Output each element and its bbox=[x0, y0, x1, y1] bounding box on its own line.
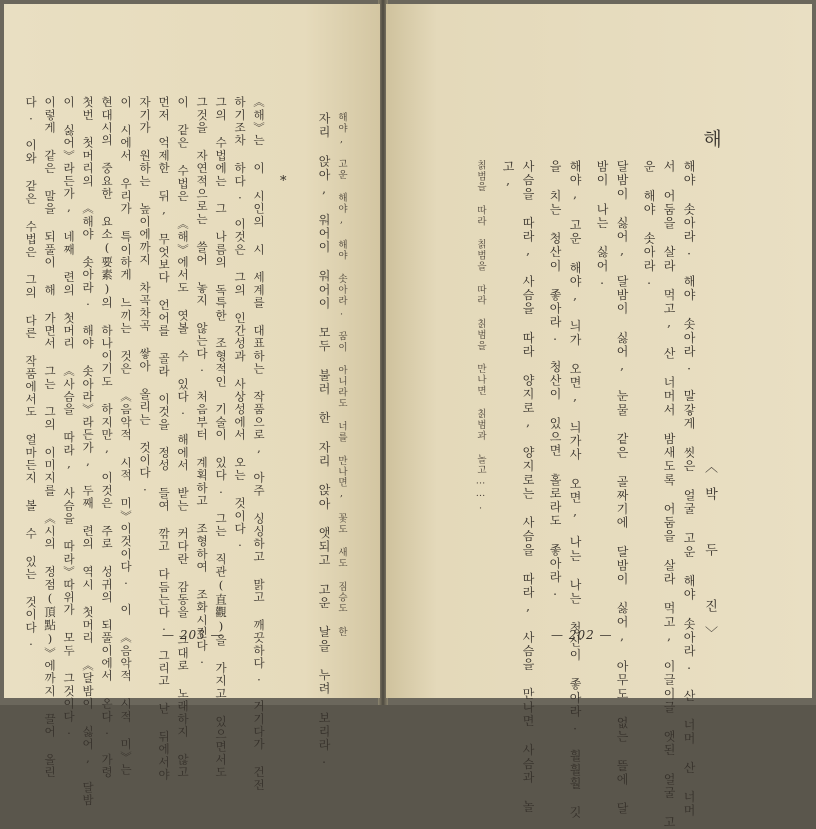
essay-line: 다. 이와 같은 수법은 그의 다른 작품에서도 얼마든지 볼 수 있는 것이다. bbox=[24, 96, 38, 650]
poem-author: 〈박 두 진〉 bbox=[702, 460, 717, 653]
page-number: — 203 — bbox=[162, 628, 224, 642]
poem-line: 밤이 나는 싫어. bbox=[595, 160, 609, 289]
page-203 bbox=[4, 4, 380, 807]
poem-title: 해 bbox=[700, 129, 722, 148]
essay-line: 자기가 원하는 높이에까지 차곡차곡 쌓아 올리는 것이다. bbox=[138, 96, 152, 495]
essay-line: 하기조차 하다. 이것은 그의 인간성과 사상성에서 오는 것이다. bbox=[233, 96, 247, 551]
essay-line: 《해》는 이 시인의 시 세계를 대표하는 작품으로, 아주 싱싱하고 맑고 깨끗하다. 거기다가 건전 bbox=[252, 96, 266, 792]
poem-line: 을 치는 청산이 좋아라. 청산이 있으면 홀로라도 좋아라. bbox=[548, 160, 562, 600]
poem-line: 사슴을 따라, 사슴을 따라 양지로, 양지로는 사슴을 따라, 사슴을 만나면 사슴과 놀 bbox=[521, 160, 535, 814]
essay-line: 먼저 억제한 뒤, 무엇보다 언어를 골라 이것을 정성 들여 깎고 다듬는다. 그리고 난 뒤에서야 bbox=[157, 96, 171, 782]
poem-line: 해야, 고운 해야, 늬가 오면, 늬가사 오면, 나는 나는 청산이 좋아라. 훨훨훨 깃 bbox=[568, 160, 582, 820]
essay-line: 이 같은 수법은 《해》에서도 엿볼 수 있다. 해에서 받는 커다란 감동을 그대로 노래하지 않고 bbox=[176, 96, 190, 779]
page-number: — 202 — bbox=[551, 628, 613, 642]
section-divider-star: * bbox=[280, 174, 287, 189]
essay-line: 이 싫어》라든가, 네째 련의 첫머리 《사슴을 따라, 사슴을 따라》따위가 모두 그것이다. bbox=[62, 96, 76, 739]
poem-line: 운 해야 솟아라. bbox=[642, 160, 656, 289]
essay-line: 그것을 자연적으로는 쓸어 놓지 않는다. 처음부터 계획하고 조형하여 조화시킨다. bbox=[195, 96, 209, 668]
poem-line: 해야, 고운 해야, 해야 솟아라. 꿈이 아니라도 너를 만나면, 꽃도 새도 짐승도 한 bbox=[336, 112, 347, 638]
essay-line: 첫번 첫머리의 《해야 솟아라. 해야 솟아라》라든가, 두째 련의 역시 첫머리 《달밤이 싫어, 달밤 bbox=[81, 96, 95, 807]
poem-line: 서 어둠을 살라 먹고, 산 너머서 밤새도록 어둠을 살라 먹고, 이글이글 앳된 얼굴 고 bbox=[662, 160, 676, 829]
essay-line: 이렇게 같은 말을 되풀이 해 가면서 그는 그의 이미지를 《시의 정점(頂點)》에까지 끌어 올린 bbox=[43, 96, 57, 779]
poem-line: 해야 솟아라. 해야 솟아라. 말갛게 씻은 얼굴 고운 해야 솟아라. 산 너머 산 너머 bbox=[682, 160, 696, 818]
poem-line: 달밤이 싫어, 달밤이 싫어, 눈물 같은 골짜기에 달밤이 싫어, 아무도 없는 뜰에 달 bbox=[615, 160, 629, 816]
poem-line: 칡범을 따라 칡범을 따라 칡범을 만나면 칡범과 놀고……. bbox=[475, 160, 486, 513]
poem-line: 자리 앉아, 워어이 워어이 모두 불러 한 자리 앉아 앳되고 고운 날을 누려 보리라. bbox=[317, 112, 331, 768]
essay-line: 그의 수법에는 그 나름의 독특한 조형적인 기술이 있다. 그는 직관(直觀)을 가지고 있으면서도 bbox=[214, 96, 228, 779]
essay-line: 이 시에서 우리가 특이하게 느끼는 것은 《음악적 시적 미》이것이다. 이 《음악적 시적 미》는 bbox=[119, 96, 133, 777]
essay-line: 현대시의 중요한 요소(要素)의 하나이기도 하지만, 이것은 주로 성귀의 되풀이에서 온다. 가령 bbox=[100, 96, 114, 779]
page-202 bbox=[386, 4, 812, 829]
poem-line: 고, bbox=[501, 160, 515, 190]
